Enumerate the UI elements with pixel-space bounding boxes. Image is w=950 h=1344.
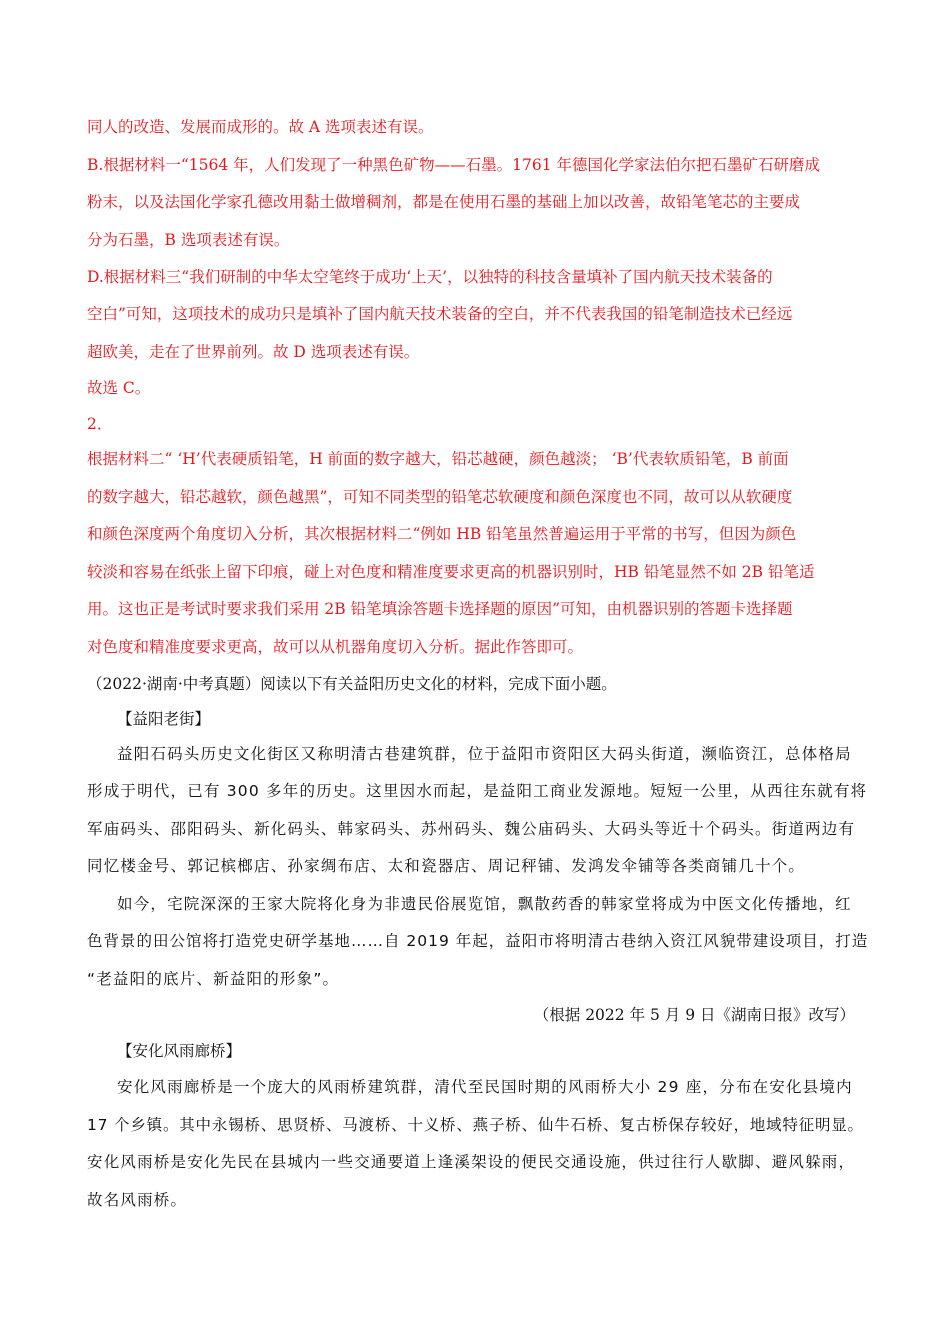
- answer-line-1: 同人的改造、发展而成形的。故 A 选项表述有误。: [87, 118, 434, 136]
- q2-answer-line-2: 的数字越大，铅芯越软，颜色越黑”，可知不同类型的铅笔芯软硬度和颜色深度也不同，故可以从软硬度: [87, 488, 793, 506]
- passage2-line-3: 安化风雨桥是安化先民在县城内一些交通要道上逢溪架设的便民交通设施，供过往行人歇脚、避风躲雨，: [87, 1153, 856, 1171]
- section-title-anhua-bridge: 【安化风雨廊桥】: [117, 1042, 242, 1060]
- answer-conclusion: 故选 C。: [87, 379, 151, 397]
- question-2-number: 2．: [87, 415, 113, 433]
- section-title-yiyang-old-street: 【益阳老街】: [117, 710, 211, 728]
- answer-line-6: 空白”可知，这项技术的成功只是填补了国内航天技术装备的空白，并不代表我国的铅笔制造技术已经远: [87, 305, 793, 323]
- passage2-line-4: 故名风雨桥。: [87, 1191, 188, 1209]
- answer-line-2: B.根据材料一“1564 年，人们发现了一种黑色矿物——石墨。1761 年德国化学家法伯尔把石墨矿石研磨成: [87, 156, 820, 174]
- question-intro: （2022·湖南·中考真题）阅读以下有关益阳历史文化的材料，完成下面小题。: [87, 675, 617, 693]
- passage1-source: （根据 2022 年 5 月 9 日《湖南日报》改写）: [533, 1006, 855, 1024]
- q2-answer-line-1: 根据材料二“ ‘H’代表硬质铅笔，H 前面的数字越大，铅芯越硬，颜色越淡； ‘B’代表软质铅笔，B 前面: [87, 450, 789, 468]
- passage2-line-2: 17 个乡镇。其中永锡桥、思贤桥、马渡桥、十义桥、燕子桥、仙牛石桥、复古桥保存较好，地域特征明显。: [87, 1116, 864, 1134]
- answer-line-7: 超欧美，走在了世界前列。故 D 选项表述有误。: [87, 343, 420, 361]
- passage1-line-2: 形成于明代，已有 300 多年的历史。这里因水而起，是益阳工商业发源地。短短一公里，从西往东就有将: [87, 782, 868, 800]
- q2-answer-line-6: 对色度和精准度要求更高，故可以从机器角度切入分析。据此作答即可。: [87, 638, 584, 656]
- passage1-line-5: 如今，宅院深深的王家大院将化身为非遗民俗展览馆，飘散药香的韩家堂将成为中医文化传播地，红: [117, 895, 852, 913]
- passage1-line-3: 军庙码头、邵阳码头、新化码头、韩家码头、苏州码头、魏公庙码头、大码头等近十个码头。街道两边有: [87, 820, 856, 838]
- q2-answer-line-5: 用。这也正是考试时要求我们采用 2B 铅笔填涂答题卡选择题的原因”可知，由机器识别的答题卡选择题: [87, 600, 793, 618]
- answer-line-4: 分为石墨，B 选项表述有误。: [87, 231, 290, 249]
- answer-line-5: D.根据材料三“我们研制的中华太空笔终于成功‘上天’，以独特的科技含量填补了国内航天技术装备的: [87, 268, 773, 286]
- passage1-line-1: 益阳石码头历史文化街区又称明清古巷建筑群，位于益阳市资阳区大码头街道，濒临资江，总体格局: [117, 745, 852, 763]
- q2-answer-line-3: 和颜色深度两个角度切入分析，其次根据材料二“例如 HB 铅笔虽然普遍运用于平常的书写，但因为颜色: [87, 525, 797, 543]
- passage1-line-6: 色背景的田公馆将打造党史研学基地……自 2019 年起，益阳市将明清古巷纳入资江风貌带建设项目，打造: [87, 932, 869, 950]
- passage2-line-1: 安化风雨廊桥是一个庞大的风雨桥建筑群，清代至民国时期的风雨桥大小 29 座，分布在安化县境内: [117, 1078, 853, 1096]
- passage1-line-7: “老益阳的底片、新益阳的形象”。: [87, 970, 340, 988]
- q2-answer-line-4: 较淡和容易在纸张上留下印痕，碰上对色度和精准度要求更高的机器识别时，HB 铅笔显然不如 2B 铅笔适: [87, 563, 815, 581]
- answer-line-3: 粉末，以及法国化学家孔德改用黏土做增稠剂，都是在使用石墨的基础上加以改善，故铅笔笔芯的主要成: [87, 193, 801, 211]
- passage1-line-4: 同忆楼金号、郭记槟榔店、孙家绸布店、太和瓷器店、周记秤铺、发鸿发伞铺等各类商铺几十个。: [87, 857, 806, 875]
